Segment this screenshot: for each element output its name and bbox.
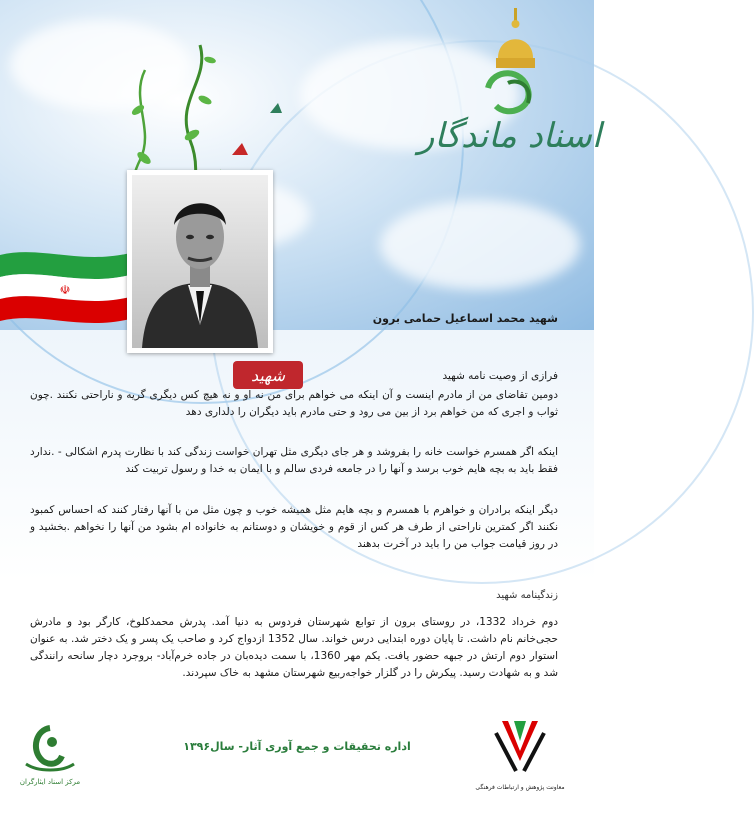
will-paragraph-1: دومین تقاضای من از مادرم اینست و آن اینکه می خواهم برای من نه او و نه هیچ کس دیگری گریه و ناراحتی نکنند .چون ثواب و اجری که من خواهم برد از بین می رود و حتی مادرم باید دیگران را دلداری دهد — [30, 389, 558, 418]
portrait-image — [132, 175, 268, 348]
badge-text: شهید — [250, 366, 286, 385]
iran-flag-icon — [0, 245, 130, 325]
svg-text:☫: ☫ — [59, 283, 71, 297]
left-logo-caption: مرکز اسناد ایثارگران — [19, 778, 81, 786]
shrine-logo-icon — [478, 8, 558, 128]
title-art-text: اسناد ماندگار — [418, 116, 602, 156]
will-heading: فرازی از وصیت نامه شهید — [442, 370, 558, 382]
will-paragraph-2: اینکه اگر همسرم خواست خانه را بفروشد و هر جای دیگری مثل تهران خواست زندگی کند با نظارت پدرم اشکالی - .ندارد فقط باید به بچه هایم خوب برسد و آنها را در جامعه فردی سالم و با ایمان به خدا و رسول تربیت کند — [30, 446, 558, 475]
right-logo-caption: معاونت پژوهش و ارتباطات فرهنگی — [475, 784, 565, 791]
foundation-logo-icon — [475, 713, 565, 795]
biography-text: دوم خرداد 1332، در روستای برون از توابع شهرستان فردوس به دنیا آمد. پدرش محمدکلوخ، کارگر بود و مادرش حجی‌خانم نام داشت. تا پایان دوره ابتدایی درس خواند. سال 1352 ازدواج کرد و صاحب یک پسر و یک دختر شد. به عنوان استوار دوم ارتش در جبهه حضور یافت. یکم مهر 1360، با سمت دیده‌بان در جاده خرم‌آباد- بروجرد دچار سانحه رانندگی شد و به شهادت رسید. پیکرش را در گلزار خواجه‌ربیع شهرستان مشهد به خاک سپردند. — [30, 616, 559, 679]
title-calligraphy — [230, 95, 602, 175]
documents-center-logo-icon — [18, 720, 82, 790]
martyr-photo — [127, 170, 273, 353]
footer-text: اداره تحقیقات و جمع آوری آثار- سال۱۳۹۶ — [183, 740, 411, 753]
will-paragraph-3: دیگر اینکه برادران و خواهرم با همسرم و بچه هایم مثل همیشه خوب و چون مثل من با آنها رفتار کنند که احساس کمبود نکنند اگر کمترین ناراحتی از طرف هر کس از قوم و خویشان و دوستانم به خانواده ام بشود من آنها را نخواهم .بخشید و در روز قیامت جواب من را باید در آخرت بدهند — [30, 504, 558, 550]
cloud — [380, 200, 580, 290]
martyr-name: شهید محمد اسماعیل حمامی برون — [372, 312, 558, 325]
biography-heading: زندگینامه شهید — [496, 590, 558, 601]
